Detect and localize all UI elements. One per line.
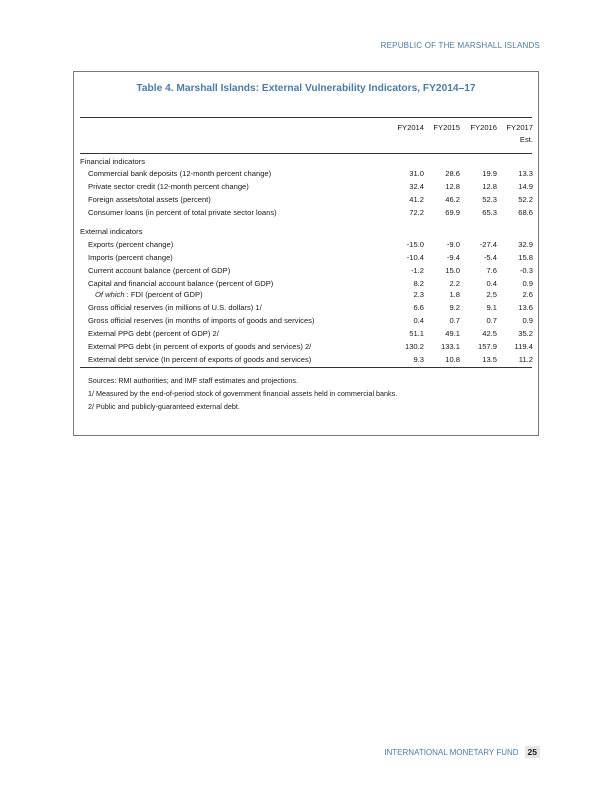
cell-fy2017: 68.6 — [518, 208, 533, 217]
table-top-rule — [80, 117, 532, 118]
page-footer — [384, 746, 540, 758]
cell-fy2015: 15.0 — [445, 266, 460, 275]
cell-fy2015: 46.2 — [445, 195, 460, 204]
table-notes — [88, 374, 397, 413]
row-label: Exports (percent change) — [88, 240, 174, 249]
cell-fy2015: 133.1 — [440, 342, 460, 351]
cell-fy2014: 9.3 — [413, 355, 424, 364]
cell-fy2016: 9.1 — [486, 303, 497, 312]
cell-fy2015: 0.7 — [449, 316, 460, 325]
cell-fy2017: 35.2 — [518, 329, 533, 338]
cell-fy2014: 0.4 — [413, 316, 424, 325]
cell-fy2015: 9.2 — [449, 303, 460, 312]
table-row — [74, 342, 538, 354]
row-label-italic: Of which — [95, 290, 125, 299]
cell-fy2014: 32.4 — [409, 182, 424, 191]
cell-fy2016: 0.4 — [486, 279, 497, 288]
table-row — [74, 182, 538, 194]
row-label: Consumer loans (in percent of total private sector loans) — [88, 208, 277, 217]
table-row — [74, 240, 538, 252]
cell-fy2015: 10.8 — [445, 355, 460, 364]
cell-fy2016: 42.5 — [482, 329, 497, 338]
cell-fy2015: 12.8 — [445, 182, 460, 191]
column-header-fy2017: FY2017 — [506, 123, 533, 132]
cell-fy2014: 2.3 — [413, 290, 424, 299]
table-bottom-rule — [80, 367, 532, 368]
row-label: Commercial bank deposits (12-month percent change) — [88, 169, 272, 178]
cell-fy2017: 32.9 — [518, 240, 533, 249]
column-header-fy2014: FY2014 — [397, 123, 424, 132]
cell-fy2017: 13.6 — [518, 303, 533, 312]
cell-fy2017: 0.9 — [522, 316, 533, 325]
cell-fy2014: 6.6 — [413, 303, 424, 312]
table-row — [74, 169, 538, 181]
cell-fy2014: -10.4 — [406, 253, 424, 262]
cell-fy2017: 0.9 — [522, 279, 533, 288]
row-label: Capital and financial account balance (percent of GDP) — [88, 279, 274, 288]
row-label-text: : FDI (percent of GDP) — [124, 290, 203, 299]
cell-fy2015: -9.4 — [446, 253, 460, 262]
cell-fy2014: 130.2 — [404, 342, 424, 351]
table-row — [74, 208, 538, 220]
cell-fy2016: 13.5 — [482, 355, 497, 364]
cell-fy2017: 2.6 — [522, 290, 533, 299]
cell-fy2016: 7.6 — [486, 266, 497, 275]
table-title: Table 4. Marshall Islands: External Vulnerability Indicators, FY2014–17 — [136, 83, 476, 94]
cell-fy2017: 11.2 — [518, 355, 533, 364]
cell-fy2017: 52.2 — [518, 195, 533, 204]
cell-fy2015: 28.6 — [445, 169, 460, 178]
running-head: REPUBLIC OF THE MARSHALL ISLANDS — [380, 41, 540, 50]
row-label: External PPG debt (percent of GDP) 2/ — [88, 329, 219, 338]
footer-publisher: INTERNATIONAL MONETARY FUND — [384, 747, 519, 757]
cell-fy2016: 157.9 — [477, 342, 497, 351]
cell-fy2016: -5.4 — [483, 253, 497, 262]
cell-fy2014: 51.1 — [409, 329, 424, 338]
column-subheader-est: Est. — [519, 135, 533, 144]
cell-fy2017: 119.4 — [514, 342, 533, 351]
cell-fy2017: 13.3 — [518, 169, 533, 178]
row-label: Current account balance (percent of GDP) — [88, 266, 231, 275]
cell-fy2017: -0.3 — [519, 266, 533, 275]
row-label: External debt service (In percent of exports of goods and services) — [88, 355, 312, 364]
cell-fy2016: 19.9 — [482, 169, 497, 178]
table-box — [73, 71, 539, 436]
row-label: Gross official reserves (in millions of U.S. dollars) 1/ — [88, 303, 262, 312]
cell-fy2016: 65.3 — [482, 208, 497, 217]
cell-fy2017: 15.8 — [518, 253, 533, 262]
row-label — [95, 290, 203, 299]
row-label: Private sector credit (12-month percent change) — [88, 182, 249, 191]
table-row — [74, 355, 538, 367]
cell-fy2016: 12.8 — [482, 182, 497, 191]
note-2: 2/ Public and publicly-guaranteed external debt. — [88, 402, 240, 411]
table-row — [74, 253, 538, 265]
table-row — [74, 266, 538, 278]
table-row — [74, 329, 538, 341]
note-sources: Sources: RMI authorities; and IMF staff estimates and projections. — [88, 376, 298, 385]
row-label: External PPG debt (in percent of exports of goods and services) 2/ — [88, 342, 312, 351]
cell-fy2014: 72.2 — [409, 208, 424, 217]
column-header-fy2016: FY2016 — [470, 123, 497, 132]
table-header-rule — [80, 153, 532, 154]
column-header-fy2015: FY2015 — [433, 123, 460, 132]
section-label: Financial indicators — [80, 157, 145, 166]
cell-fy2017: 14.9 — [518, 182, 533, 191]
cell-fy2014: 41.2 — [409, 195, 424, 204]
cell-fy2014: 31.0 — [409, 169, 424, 178]
row-label: Gross official reserves (in months of imports of goods and services) — [88, 316, 315, 325]
note-1: 1/ Measured by the end-of-period stock of government financial assets held in commercial banks. — [88, 389, 398, 398]
cell-fy2016: 2.5 — [486, 290, 497, 299]
table-row — [74, 303, 538, 315]
row-label: Imports (percent change) — [88, 253, 173, 262]
table-row — [74, 290, 538, 302]
cell-fy2016: 52.3 — [482, 195, 497, 204]
cell-fy2014: -15.0 — [406, 240, 424, 249]
cell-fy2016: 0.7 — [486, 316, 497, 325]
table-row — [74, 195, 538, 207]
cell-fy2016: -27.4 — [479, 240, 497, 249]
cell-fy2014: -1.2 — [410, 266, 424, 275]
cell-fy2014: 8.2 — [413, 279, 424, 288]
page-number: 25 — [525, 746, 540, 758]
row-label: Foreign assets/total assets (percent) — [88, 195, 211, 204]
cell-fy2015: 49.1 — [445, 329, 460, 338]
cell-fy2015: 2.2 — [449, 279, 460, 288]
cell-fy2015: -9.0 — [446, 240, 460, 249]
cell-fy2015: 1.8 — [449, 290, 460, 299]
table-row — [74, 316, 538, 328]
cell-fy2015: 69.9 — [445, 208, 460, 217]
section-label: External indicators — [80, 227, 143, 236]
